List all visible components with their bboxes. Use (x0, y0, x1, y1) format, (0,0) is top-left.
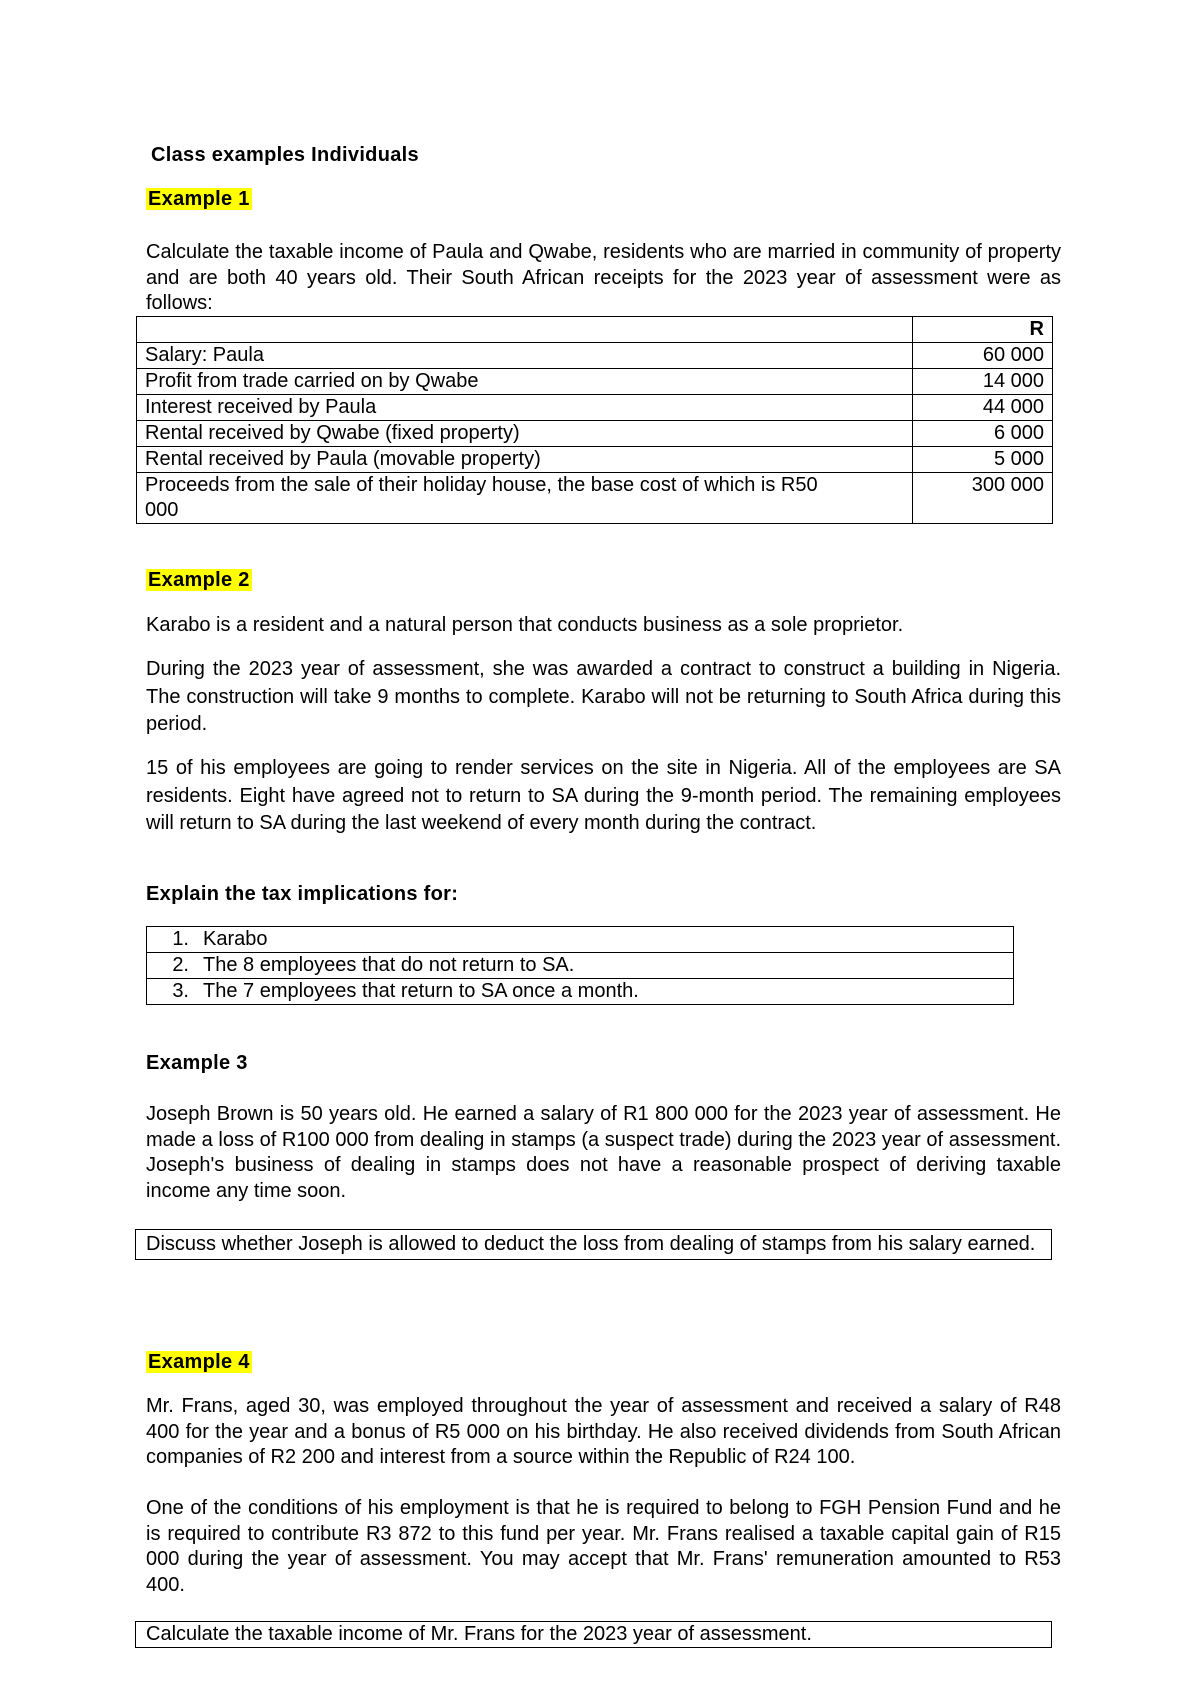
row-label: Salary: Paula (137, 343, 913, 369)
list-item-text: Karabo (203, 928, 268, 950)
list-item (147, 927, 1014, 953)
row-amount: 60 000 (913, 343, 1053, 369)
example-4-heading (146, 1351, 252, 1374)
row-amount: 300 000 (913, 473, 1053, 524)
example-4-paragraph-1: Mr. Frans, aged 30, was employed throughout the year of assessment and received a salary of R48 400 for the year and a bonus of R5 000 on his birthday. He also received dividends from South African companies of R2 200 and interest from a source within the Republic of R24 100. (146, 1395, 1061, 1468)
list-item-number: 1. (172, 928, 189, 950)
table-row (137, 447, 1053, 473)
row-label: Rental received by Paula (movable property) (137, 447, 913, 473)
example-3-paragraph: Joseph Brown is 50 years old. He earned a salary of R1 800 000 for the 2023 year of assessment. He made a loss of R100 000 from dealing in stamps (a suspect trade) during the 2023 year of assessment. Joseph's business of dealing in stamps does not have a reasonable prospect of deriving taxable income any time soon. (146, 1103, 1061, 1202)
example-3-heading: Example 3 (146, 1052, 248, 1074)
example-1-heading-text: Example 1 (148, 188, 250, 210)
table-row (137, 473, 1053, 524)
row-amount: 5 000 (913, 447, 1053, 473)
list-item (147, 953, 1014, 979)
document-title: Class examples Individuals (151, 144, 419, 166)
row-label: Profit from trade carried on by Qwabe (137, 369, 913, 395)
table-row (137, 343, 1053, 369)
list-item-number: 2. (172, 954, 189, 976)
example-2-paragraph-1: Karabo is a resident and a natural person that conducts business as a sole proprietor. (146, 614, 904, 636)
table-header-label (137, 317, 913, 343)
example-4-paragraph-2: One of the conditions of his employment is that he is required to belong to FGH Pension Fund and he is required to contribute R3 872 to this fund per year. Mr. Frans realised a taxable capital gain of R15 000 during the year of assessment. You may accept that Mr. Frans' remuneration amounted to R53 400. (146, 1497, 1061, 1596)
example-2-heading-text: Example 2 (148, 569, 250, 591)
example-4-heading-text: Example 4 (148, 1351, 250, 1373)
table-header-row (137, 317, 1053, 343)
example-2-paragraph-2: During the 2023 year of assessment, she was awarded a contract to construct a building in Nigeria. The construction will take 9 months to complete. Karabo will not be returning to South Africa during this period. (146, 658, 1061, 735)
example-1-intro: Calculate the taxable income of Paula and Qwabe, residents who are married in community of property and are both 40 years old. Their South African receipts for the 2023 year of assessment were as follows: (146, 241, 1061, 314)
example-2-question: Explain the tax implications for: (146, 883, 459, 905)
row-amount: 44 000 (913, 395, 1053, 421)
table-row (137, 421, 1053, 447)
example-1-heading (146, 188, 252, 211)
example-4-question-box: Calculate the taxable income of Mr. Frans for the 2023 year of assessment. (135, 1621, 1052, 1648)
row-amount: 14 000 (913, 369, 1053, 395)
table-row (137, 395, 1053, 421)
currency-header: R (913, 317, 1053, 343)
example-2-list-table (146, 926, 1014, 1005)
list-item-text: The 8 employees that do not return to SA. (203, 954, 575, 976)
example-2-paragraph-3: 15 of his employees are going to render services on the site in Nigeria. All of the employees are SA residents. Eight have agreed not to return to SA during the 9-month period. The remaining employees will return to SA during the last weekend of every month during the contract. (146, 757, 1061, 834)
list-item (147, 979, 1014, 1005)
row-label: Proceeds from the sale of their holiday house, the base cost of which is R50 000 (137, 473, 913, 524)
row-label: Interest received by Paula (137, 395, 913, 421)
row-label: Rental received by Qwabe (fixed property) (137, 421, 913, 447)
table-row (137, 369, 1053, 395)
list-item-number: 3. (172, 980, 189, 1002)
list-item-text: The 7 employees that return to SA once a month. (203, 980, 639, 1002)
example-1-table (136, 316, 1053, 524)
row-amount: 6 000 (913, 421, 1053, 447)
example-3-question-box: Discuss whether Joseph is allowed to deduct the loss from dealing of stamps from his salary earned. (135, 1229, 1052, 1260)
example-2-heading (146, 569, 252, 592)
